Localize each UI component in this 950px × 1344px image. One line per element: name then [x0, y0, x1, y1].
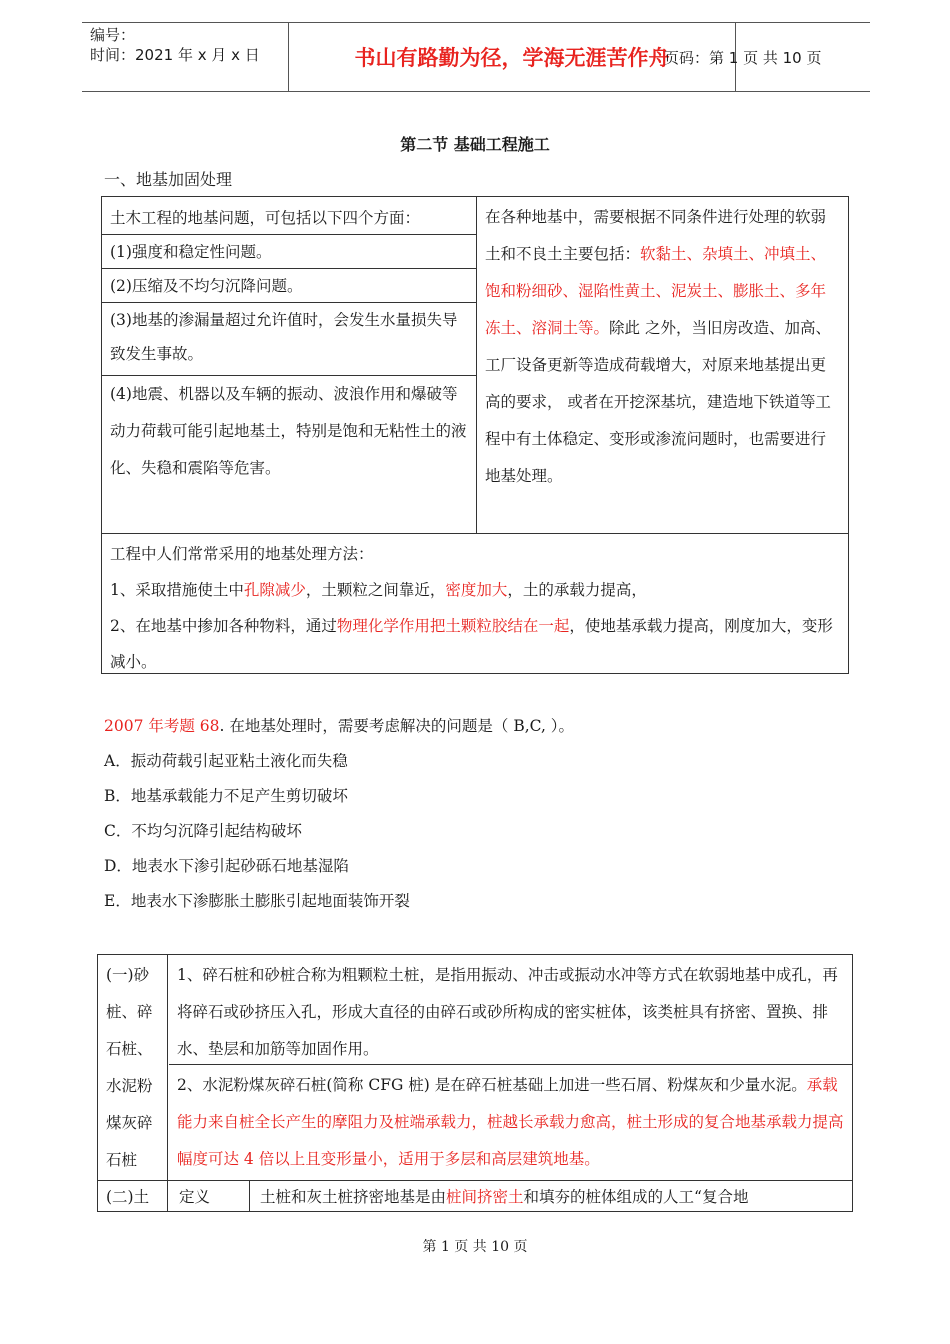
cfg-pile-description [169, 1065, 852, 1180]
soil-pile-row [98, 1180, 853, 1212]
definition-highlight: 桩间挤密土 [446, 1188, 524, 1206]
methods-title: 工程中人们常常采用的地基处理方法： [110, 545, 374, 563]
definition-text: 和填夯的桩体组成的人工“复合地 [523, 1188, 749, 1206]
method-highlight: 物理化学作用把土颗粒胶结在一起 [336, 617, 570, 635]
method-text: ，使地基承载力提高，刚度加大，变形减小。 [110, 617, 833, 671]
cfg-highlight: 承载能力来自桩全长产生的摩阻力及桩端承载力，桩越长承载力愈高，桩土形成的复合地基承载力提高幅度可达 4 倍以上且变形量小，适用于多层和高层建筑地基。 [177, 1076, 844, 1168]
soil-pile-category: (二)土 [98, 1181, 168, 1212]
exam-question [104, 715, 574, 737]
problems-intro: 土木工程的地基问题，可包括以下四个方面： [102, 197, 476, 235]
date-label: 时间：2021 年 x 月 x 日 [90, 46, 260, 64]
page-footer: 第 1 页 共 10 页 [422, 1239, 528, 1255]
number-label: 编号： [90, 26, 136, 44]
gravel-pile-description: 1、碎石桩和砂桩合称为粗颗粒土桩，是指用振动、冲击或振动水冲等方式在软弱地基中成孔，再将碎石或砂挤压入孔，形成大直径的由碎石或砂所构成的密实桩体，该类桩具有挤密、置换、排水、垫层和加筋等加固作用。 [169, 955, 852, 1065]
problems-column [102, 197, 477, 533]
method-text: 1、采取措施使土中 [110, 581, 244, 599]
answer-option: E．地表水下渗膨胀土膨胀引起地面装饰开裂 [104, 892, 410, 910]
problem-item: (4)地震、机器以及车辆的振动、波浪作用和爆破等动力荷载可能引起地基土，特别是饱和无粘性土的液化、失稳和震陷等危害。 [110, 385, 467, 477]
subsection-heading: 一、地基加固处理 [104, 170, 233, 189]
motto: 书山有路勤为径，学海无涯苦作舟 [288, 23, 736, 91]
soft-soil-description [477, 197, 848, 533]
method-highlight: 密度加大 [445, 581, 508, 599]
soft-soil-text: 在各种地基中，需要根据不同条件进行处理的软弱土和不良土主要包括： [485, 208, 827, 263]
cfg-text: 2、水泥粉煤灰碎石桩(简称 CFG 桩) 是在碎石桩基础上加进一些石屑、粉煤灰和少量水泥。 [177, 1076, 807, 1094]
problem-item: (3)地基的渗漏量超过允许值时，会发生水量损失导致发生事故。 [102, 303, 476, 376]
question-stem: . 在地基处理时，需要考虑解决的问题是（ B,C, ）。 [219, 717, 575, 735]
problem-item: (1)强度和稳定性问题。 [102, 235, 476, 269]
method-2 [110, 608, 840, 680]
method-text: ，土颗粒之间靠近， [305, 581, 446, 599]
definition-label: 定义 [169, 1181, 250, 1212]
method-1 [110, 572, 840, 608]
foundation-problems-table [101, 196, 849, 674]
question-label: 2007 年考题 68 [104, 717, 220, 735]
page-header [82, 22, 870, 92]
pile-methods-table [97, 954, 853, 1212]
page-info: 页码：第 1 页 共 10 页 [664, 49, 822, 67]
method-text: 2、在地基中掺加各种物料，通过 [110, 617, 337, 635]
header-meta [90, 25, 290, 65]
section-title: 第二节 基础工程施工 [400, 135, 550, 154]
soft-soil-types: 软黏土、杂填土、冲填土、饱和粉细砂、湿陷性黄土、泥炭土、膨胀土、多年冻土、溶洞土等。 [485, 245, 827, 337]
answer-option: B．地基承载能力不足产生剪切破坏 [104, 787, 348, 805]
definition-text: 土桩和灰土桩挤密地基是由 [260, 1188, 447, 1206]
method-text: ，土的承载力提高， [507, 581, 647, 599]
answer-option: C．不均匀沉降引起结构破坏 [104, 822, 302, 840]
pile-category: (一)砂桩、碎石桩、水泥粉煤灰碎石桩 [98, 955, 168, 1180]
soft-soil-text-cont: 除此 之外，当旧房改造、加高、工厂设备更新等造成荷载增大，对原来地基提出更高的要求， 或者在开挖深基坑，建造地下铁道等工程中有土体稳定、变形或渗流问题时，也需要进行地基处理。 [485, 319, 831, 485]
treatment-methods [102, 533, 848, 682]
answer-option: D．地表水下渗引起砂砾石地基湿陷 [104, 857, 349, 875]
answer-option: A．振动荷载引起亚粘土液化而失稳 [104, 752, 348, 770]
problem-item: (2)压缩及不均匀沉降问题。 [102, 269, 476, 303]
method-highlight: 孔隙减少 [243, 581, 306, 599]
soil-pile-definition [260, 1185, 748, 1207]
